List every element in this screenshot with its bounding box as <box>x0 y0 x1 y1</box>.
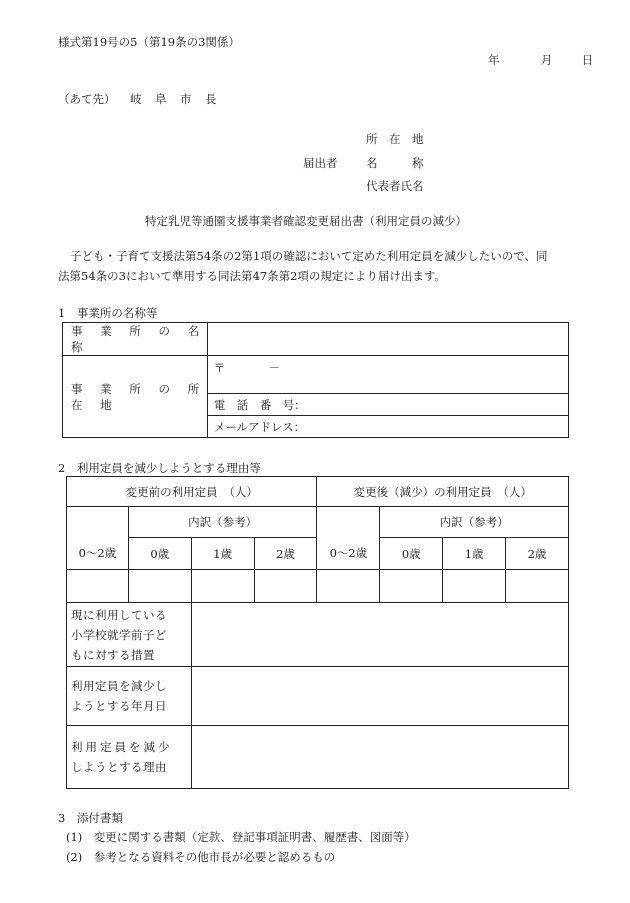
applicant-rep-label: 代表者氏名 <box>366 179 424 193</box>
facility-name-field[interactable] <box>207 323 568 356</box>
postal-field[interactable] <box>207 356 568 394</box>
phone-field[interactable] <box>207 394 568 416</box>
addressee-prefix: （あて先） <box>58 92 116 106</box>
age-col-before-total: 0～2歳 <box>67 538 129 570</box>
reduction-reason-field[interactable] <box>191 726 568 789</box>
email-field[interactable] <box>207 416 568 438</box>
reduction-date-label-line-2: ようとする年月日 <box>71 699 167 713</box>
date-year-label: 年 <box>488 53 500 67</box>
after-capacity-header: 変更後（減少）の利用定員 （人） <box>317 477 569 507</box>
form-number: 様式第19号の5（第19条の3関係） <box>58 35 240 49</box>
postal-dash: － <box>268 361 281 375</box>
attachment-item-2: (2) 参考となる資料その他市長が必要と認めるもの <box>66 850 336 864</box>
body-line-1: 子ども・子育て支援法第54条の2第1項の確認において定めた利用定員を減少したいので、同 <box>70 249 548 263</box>
reduction-reason-label <box>67 726 192 789</box>
applicant-name-label: 名 称 <box>366 156 424 170</box>
age-col-before-0: 0歳 <box>128 538 191 570</box>
phone-label: 電 話 番 号： <box>213 397 306 412</box>
age-col-before-2: 2歳 <box>254 538 317 570</box>
capacity-table <box>66 476 569 789</box>
age-col-after-0: 0歳 <box>380 538 443 570</box>
measures-label <box>67 603 192 667</box>
after-breakdown-label: 内訳（参考） <box>380 507 569 538</box>
date-month-label: 月 <box>540 53 553 67</box>
date-day-label: 日 <box>581 53 594 67</box>
measures-label-line-3: もに対する措置 <box>71 647 155 662</box>
after-blank-cell <box>317 507 380 538</box>
value-before-1[interactable] <box>191 570 254 603</box>
date-line <box>488 52 593 68</box>
age-col-before-1: 1歳 <box>191 538 254 570</box>
value-before-2[interactable] <box>254 570 317 603</box>
addressee: 岐 阜 市 長 <box>130 92 218 106</box>
reduction-date-field[interactable] <box>191 667 568 726</box>
section1-heading: 1 事業所の名称等 <box>58 306 158 320</box>
facility-info-table <box>62 322 569 438</box>
before-capacity-header: 変更前の利用定員 （人） <box>67 477 317 507</box>
measures-label-line-1: 現に利用している <box>71 607 167 622</box>
before-breakdown-label: 内訳（参考） <box>128 507 317 538</box>
applicant-label: 届出者 <box>303 156 338 170</box>
reduction-reason-label-line-1: 利用定員を減少 <box>71 740 173 754</box>
body-line-2: 法第54条の3において準用する同法第47条第2項の規定により届け出ます。 <box>58 269 446 283</box>
reduction-reason-label-line-2: しようとする理由 <box>71 760 167 774</box>
age-col-after-2: 2歳 <box>506 538 569 570</box>
postal-mark: 〒 <box>213 361 226 375</box>
reduction-date-label <box>67 667 192 726</box>
email-label: メールアドレス： <box>213 419 306 434</box>
value-after-2[interactable] <box>506 570 569 603</box>
value-after-total[interactable] <box>317 570 380 603</box>
applicant-address-label: 所 在 地 <box>366 132 424 146</box>
attachment-item-1: (1) 変更に関する書類（定款、登記事項証明書、履歴書、図面等） <box>66 830 416 844</box>
document-title: 特定乳児等通園支援事業者確認変更届出書（利用定員の減少） <box>145 214 467 228</box>
value-after-1[interactable] <box>443 570 506 603</box>
before-blank-cell <box>67 507 129 538</box>
facility-location-label: 事 業 所 の 所 在 地 <box>63 356 208 438</box>
measures-field[interactable] <box>191 603 568 667</box>
facility-name-label: 事 業 所 の 名 称 <box>63 323 208 356</box>
section2-heading: 2 利用定員を減少しようとする理由等 <box>58 461 261 475</box>
age-col-after-1: 1歳 <box>443 538 506 570</box>
age-col-after-total: 0～2歳 <box>317 538 380 570</box>
reduction-date-label-line-1: 利用定員を減少し <box>71 679 167 693</box>
value-before-0[interactable] <box>128 570 191 603</box>
value-before-total[interactable] <box>67 570 129 603</box>
measures-label-line-2: 小学校就学前子ど <box>71 627 167 642</box>
value-after-0[interactable] <box>380 570 443 603</box>
section3-heading: 3 添付書類 <box>58 811 123 825</box>
